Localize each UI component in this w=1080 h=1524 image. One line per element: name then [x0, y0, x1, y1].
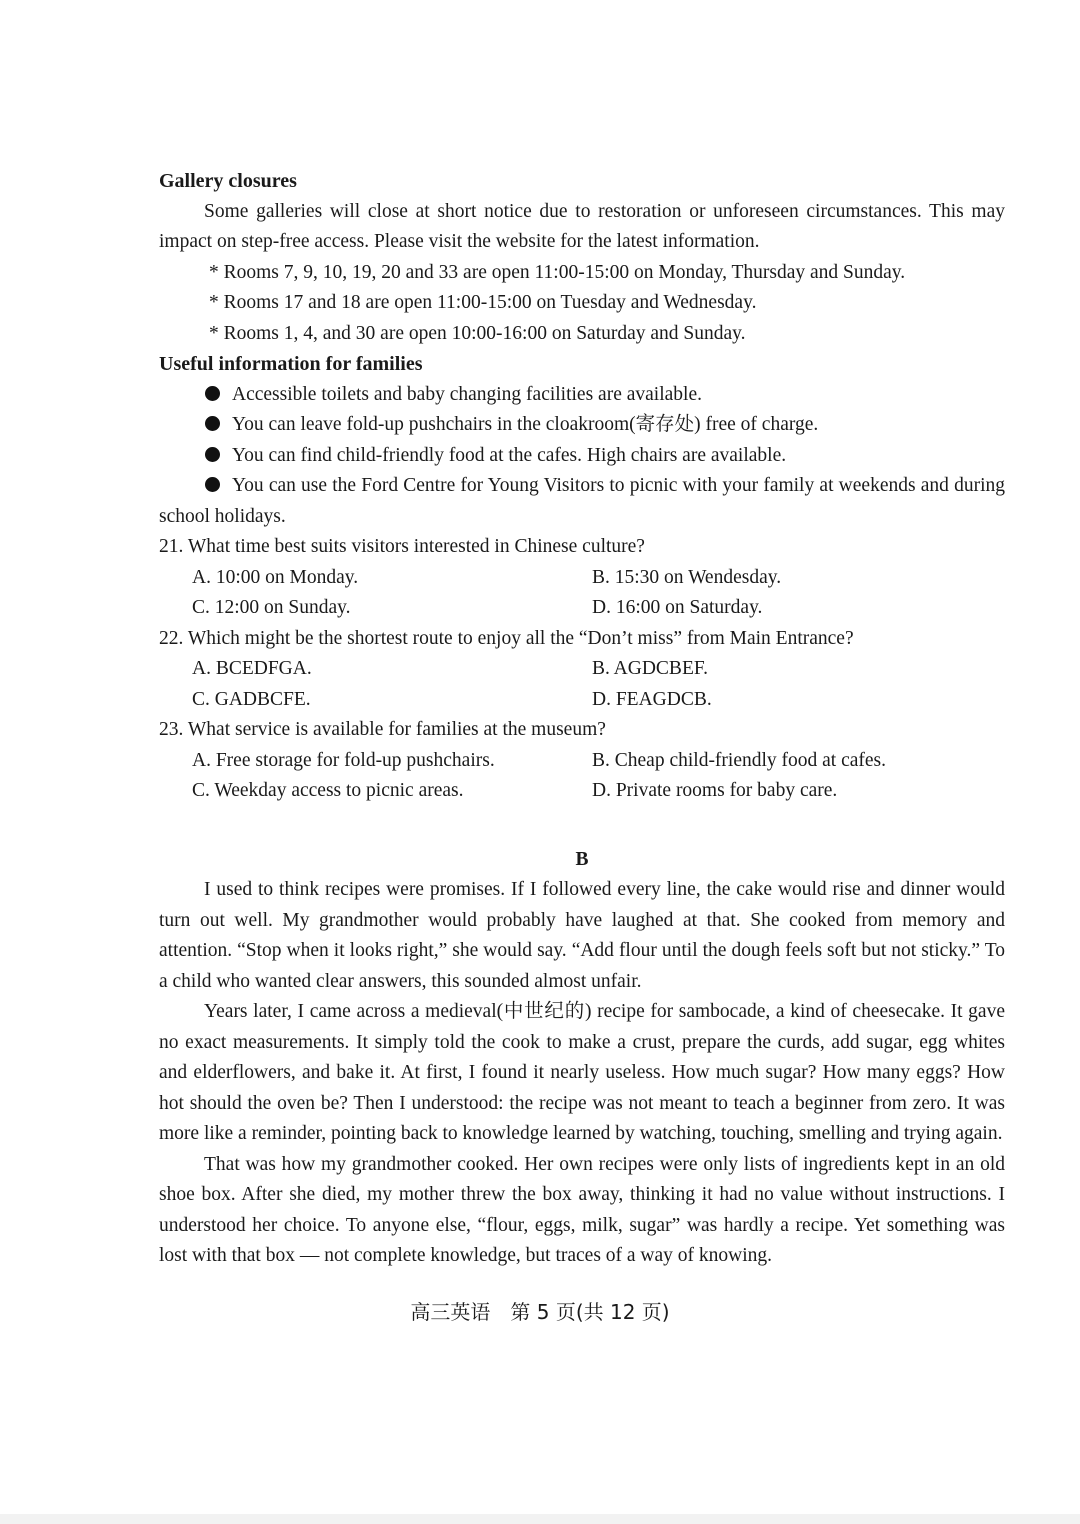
- question-options: [159, 593, 1005, 624]
- bullet-icon: [205, 416, 220, 431]
- option-d: D. Private rooms for baby care.: [592, 780, 838, 801]
- question-stem: 23. What service is available for families at the museum?: [159, 719, 606, 740]
- question-options: [159, 746, 1005, 777]
- section-b-label: B: [575, 848, 589, 870]
- family-info-text: You can leave fold-up pushchairs in the cloakroom(寄存处) free of charge.: [232, 414, 819, 435]
- passage-paragraph: That was how my grandmother cooked. Her own recipes were only lists of ingredients kept in an old shoe box. After she died, my mother threw the box away, thinking it had no value without instructions. I understood her choice. To anyone else, “flour, eggs, milk, sugar” was hardly a recipe. Yet something was lost with that box — not complete knowledge, but traces of a way of knowing.: [159, 1153, 1005, 1266]
- option-d: D. 16:00 on Saturday.: [592, 597, 763, 618]
- option-c: C. 12:00 on Sunday.: [192, 597, 351, 618]
- closure-item: * Rooms 1, 4, and 30 are open 10:00-16:00 on Saturday and Sunday.: [209, 322, 746, 344]
- page-content: [159, 166, 1005, 1325]
- option-c: C. Weekday access to picnic areas.: [192, 780, 464, 801]
- option-b: B. 15:30 on Wendesday.: [592, 566, 782, 588]
- family-info-item: [159, 410, 1005, 441]
- question-options: [159, 685, 1005, 716]
- bullet-icon: [205, 386, 220, 401]
- gallery-closures-intro: Some galleries will close at short notice due to restoration or unforeseen circumstances. This may impact on step-free access. Please visit the website for the latest information.: [159, 200, 1005, 252]
- option-c: C. GADBCFE.: [192, 688, 311, 710]
- bullet-icon: [205, 447, 220, 462]
- option-a: A. BCEDFGA.: [192, 658, 312, 679]
- option-a: A. 10:00 on Monday.: [192, 566, 359, 588]
- passage-paragraph: I used to think recipes were promises. If I followed every line, the cake would rise and dinner would turn out well. My grandmother would probably have laughed at that. She cooked from memory and attention. “Stop when it looks right,” she would say. “Add flour until the dough feels soft but not sticky.” To a child who wanted clear answers, this sounded almost unfair.: [159, 879, 1005, 992]
- family-info-text: You can use the Ford Centre for Young Visitors to picnic with your family at weekends and during school holidays.: [159, 475, 1005, 527]
- page-footer: 高三英语 第 5 页(共 12 页): [410, 1299, 670, 1324]
- closure-item: * Rooms 7, 9, 10, 19, 20 and 33 are open 11:00-15:00 on Monday, Thursday and Sunday.: [209, 261, 906, 283]
- question-options: [159, 563, 1005, 594]
- family-info-item: [159, 380, 1005, 411]
- passage-paragraph: Years later, I came across a medieval(中世纪的) recipe for sambocade, a kind of cheesecake. It gave no exact measurements. It simply told the cook to make a crust, prepare the curds, add sugar, egg whites and elderflowers, and bake it. At first, I found it nearly useless. How much sugar? How many eggs? How hot should the oven be? Then I understood: the recipe was not meant to teach a beginner from zero. It was more like a reminder, pointing back to knowledge learned by watching, touching, smelling and trying again.: [159, 1001, 1005, 1144]
- option-a: A. Free storage for fold-up pushchairs.: [192, 749, 495, 771]
- question-stem: 21. What time best suits visitors interested in Chinese culture?: [159, 536, 645, 557]
- closure-item: * Rooms 17 and 18 are open 11:00-15:00 on Tuesday and Wednesday.: [209, 292, 757, 313]
- families-heading: Useful information for families: [159, 353, 423, 375]
- option-b: B. Cheap child-friendly food at cafes.: [592, 749, 887, 771]
- gallery-closures-heading: Gallery closures: [159, 170, 297, 192]
- family-info-text: You can find child-friendly food at the cafes. High chairs are available.: [232, 444, 787, 466]
- question-options: [159, 654, 1005, 685]
- option-d: D. FEAGDCB.: [592, 688, 712, 710]
- scan-edge: [0, 1514, 1080, 1524]
- question-options: [159, 776, 1005, 807]
- family-info-item: [159, 471, 1005, 532]
- family-info-item: [159, 441, 1005, 472]
- question-stem: 22. Which might be the shortest route to enjoy all the “Don’t miss” from Main Entrance?: [159, 627, 854, 649]
- family-info-text: Accessible toilets and baby changing facilities are available.: [232, 383, 702, 405]
- bullet-icon: [205, 477, 220, 492]
- option-b: B. AGDCBEF.: [592, 658, 709, 679]
